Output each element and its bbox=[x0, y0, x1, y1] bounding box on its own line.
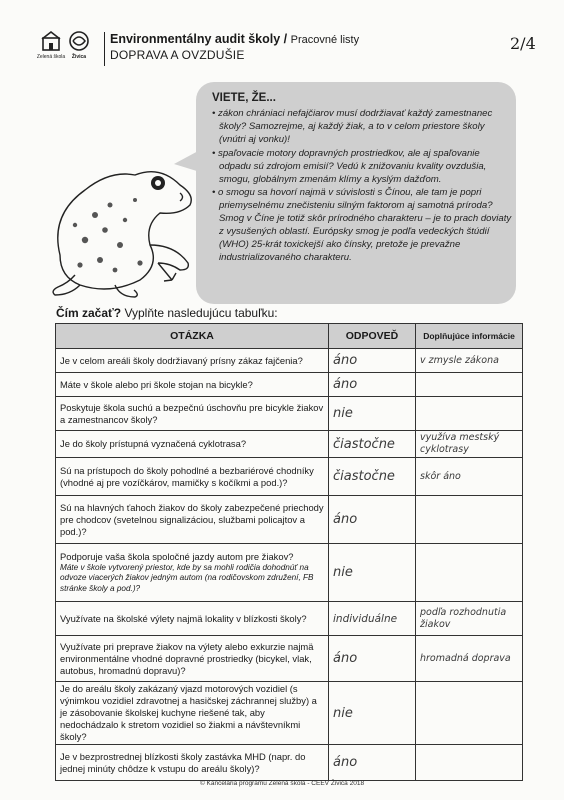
question-note: Máte v škole vytvorený priestor, kde by sa mohli rodičia dohodnúť na odvoze viacerých žiakov jedným autom (na rodičovskom združení, FB stránke školy a pod.)? bbox=[60, 562, 314, 593]
info-cell: v zmysle zákona bbox=[416, 349, 523, 373]
question-cell bbox=[56, 544, 329, 602]
table-header-row bbox=[56, 324, 523, 349]
question-cell: Sú na prístupoch do školy pohodlné a bezbariérové chodníky (vhodné aj pre vozíčkárov, mamičky s kočíkmi a pod.)? bbox=[56, 458, 329, 496]
zelena-skola-logo-icon bbox=[40, 30, 62, 52]
info-cell bbox=[416, 682, 523, 745]
table-row bbox=[56, 682, 523, 745]
answer-cell: áno bbox=[329, 636, 416, 682]
table-row bbox=[56, 431, 523, 458]
answer-cell: čiastočne bbox=[329, 431, 416, 458]
question-cell: Využívate na školské výlety najmä lokality v blízkosti školy? bbox=[56, 602, 329, 636]
bubble-facts bbox=[212, 108, 512, 266]
question-cell: Máte v škole alebo pri škole stojan na bicykle? bbox=[56, 373, 329, 397]
info-cell: využíva mestský cyklotrasy bbox=[416, 431, 523, 458]
table-row bbox=[56, 602, 523, 636]
table-row bbox=[56, 745, 523, 781]
question-text: Podporuje vaša škola spoločné jazdy autom pre žiakov? bbox=[60, 550, 294, 562]
table-row bbox=[56, 496, 523, 544]
logo-right-caption: Živica bbox=[71, 54, 87, 60]
page-subtitle: DOPRAVA A OVZDUŠIE bbox=[110, 48, 245, 62]
page-title: Environmentálny audit školy / Pracovné listy bbox=[110, 32, 360, 46]
bubble-title: VIETE, ŽE... bbox=[212, 92, 276, 104]
header-divider bbox=[104, 32, 105, 66]
table-row bbox=[56, 373, 523, 397]
answer-cell: čiastočne bbox=[329, 458, 416, 496]
answer-cell: individuálne bbox=[329, 602, 416, 636]
answer-cell: áno bbox=[329, 496, 416, 544]
header-answer: ODPOVEĎ bbox=[329, 324, 416, 349]
footer-copyright: © Kancelária programu Zelená škola - CEEV Živica 2018 bbox=[199, 780, 365, 787]
info-cell: skôr áno bbox=[416, 458, 523, 496]
answer-cell: nie bbox=[329, 682, 416, 745]
instruction: Čím začať? Vyplňte nasledujúcu tabuľku: bbox=[56, 306, 278, 320]
question-cell: Poskytuje škola suchú a bezpečnú úschovňu pre bicykle žiakov a zamestnancov školy? bbox=[56, 397, 329, 431]
info-cell bbox=[416, 373, 523, 397]
table-row bbox=[56, 544, 523, 602]
info-cell bbox=[416, 544, 523, 602]
info-cell: podľa rozhodnutia žiakov bbox=[416, 602, 523, 636]
table-row bbox=[56, 636, 523, 682]
table-row bbox=[56, 349, 523, 373]
table-row bbox=[56, 458, 523, 496]
question-cell: Je v bezprostrednej blízkosti školy zastávka MHD (napr. do jednej minúty chôdze k vstupu do areálu školy)? bbox=[56, 745, 329, 781]
bubble-pointer bbox=[174, 150, 200, 174]
page-number: 2/4 bbox=[510, 34, 536, 53]
logos bbox=[36, 30, 100, 66]
fact-item: • o smogu sa hovorí najmä v súvislosti s Čínou, ale tam je popri priemyselnému znečisteniu silným faktorom aj samotná príroda? Smog v Číne je totiž skôr prírodného charakteru – je to prach doviaty z vysušených oblastí. Európsky smog je podľa vedeckých štúdií (WHO) 25-krát toxickejší ako čínsky, pretože je prevažne industrializovaného charakteru. bbox=[212, 187, 512, 263]
question-cell: Využívate pri preprave žiakov na výlety alebo exkurzie najmä environmentálne vhodné dopravné prostriedky (bicykel, vlak, autobus, hromadnú dopravu)? bbox=[56, 636, 329, 682]
zivica-logo-icon bbox=[68, 30, 90, 52]
table-row bbox=[56, 397, 523, 431]
answer-cell: nie bbox=[329, 544, 416, 602]
answer-cell: nie bbox=[329, 397, 416, 431]
logo-left-caption: Zelená škola bbox=[36, 54, 66, 60]
info-cell bbox=[416, 745, 523, 781]
question-cell: Je do školy prístupná vyznačená cyklotrasa? bbox=[56, 431, 329, 458]
header-question: OTÁZKA bbox=[56, 324, 329, 349]
audit-table bbox=[55, 323, 523, 781]
question-cell: Je do areálu školy zakázaný vjazd motorových vozidiel (s výnimkou vozidiel zdravotnej a hasičskej záchrannej služby) a je zásobovanie školskej kuchyne riešené tak, aby nedochádzalo k stretom vozidiel so žiakmi a návštevníkmi školy? bbox=[56, 682, 329, 745]
answer-cell: áno bbox=[329, 373, 416, 397]
fact-item: • zákon chrániaci nefajčiarov musí dodržiavať každý zamestnanec školy? Samozrejme, aj každý žiak, a to v celom priestore školy (vnútri aj vonku)! bbox=[212, 108, 493, 145]
question-cell: Je v celom areáli školy dodržiavaný prísny zákaz fajčenia? bbox=[56, 349, 329, 373]
header-info: Doplňujúce informácie bbox=[416, 324, 523, 349]
info-cell bbox=[416, 397, 523, 431]
fact-item: • spaľovacie motory dopravných prostriedkov, ale aj spaľovanie odpadu sú zdrojom emisií? Vedú k znižovaniu kvality ovzdušia, smogu, globálnym zmenám klímy a kyslým dažďom. bbox=[212, 147, 487, 185]
question-cell: Sú na hlavných ťahoch žiakov do školy zabezpečené priechody pre chodcov (svetelnou signalizáciou, službami policajtov a pod.)? bbox=[56, 496, 329, 544]
info-cell bbox=[416, 496, 523, 544]
answer-cell: áno bbox=[329, 349, 416, 373]
answer-cell: áno bbox=[329, 745, 416, 781]
info-cell: hromadná doprava bbox=[416, 636, 523, 682]
